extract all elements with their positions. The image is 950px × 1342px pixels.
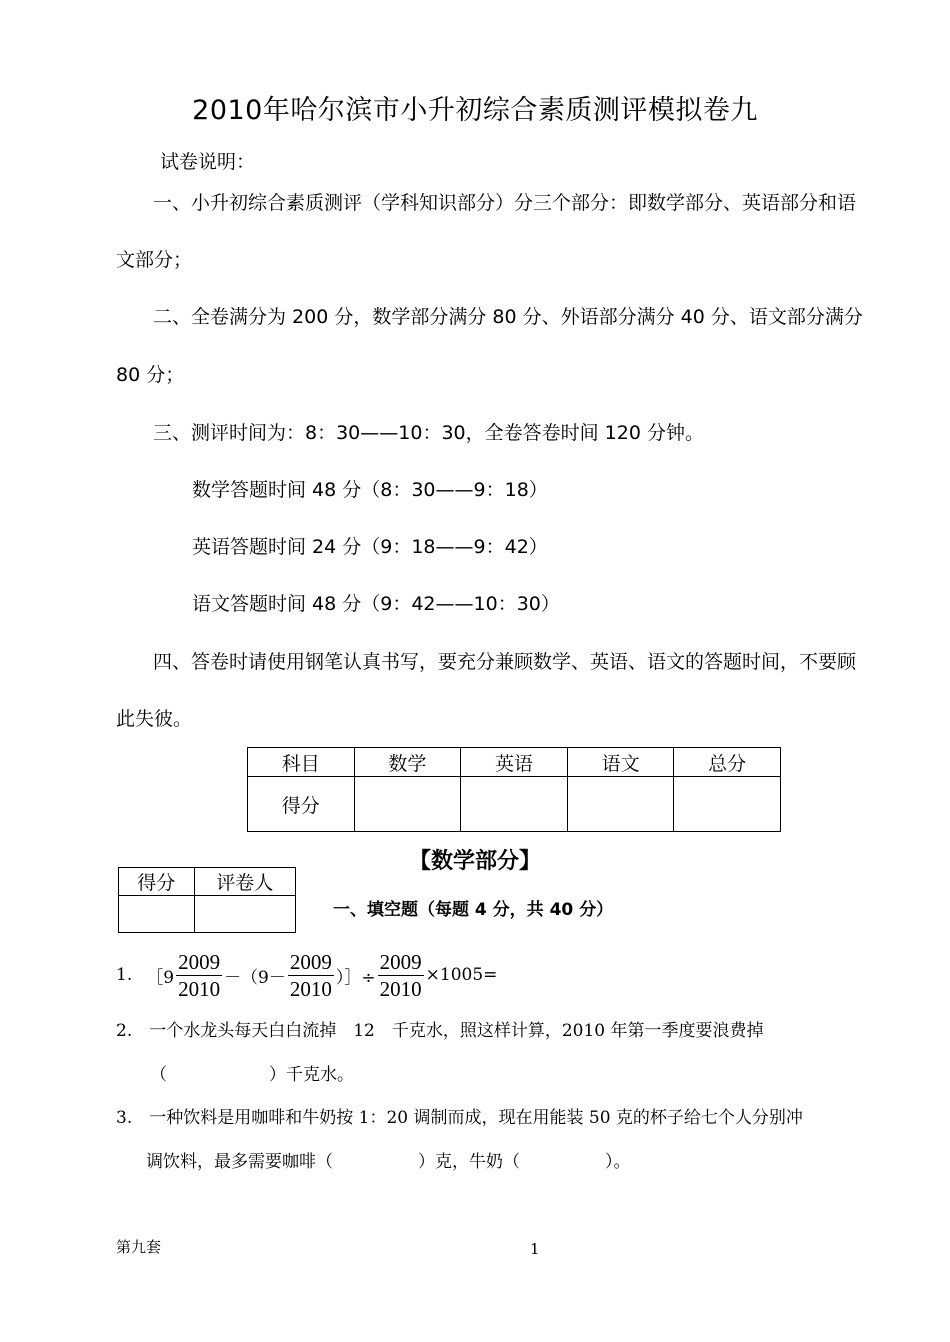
page-title: 2010年哈尔滨市小升初综合素质测评模拟卷九 <box>192 95 758 126</box>
footer-label: 第九套 <box>116 1238 162 1256</box>
q1-minus: －（9－ <box>224 967 286 988</box>
score-cell-chinese[interactable] <box>567 777 674 832</box>
instruction-2-line1: 二、全卷满分为 200 分，数学部分满分 80 分、外语部分满分 40 分、语文部分满分 <box>153 306 863 328</box>
question-1 <box>116 945 497 1005</box>
score-table-header: 科目 <box>248 748 355 777</box>
page-number: 1 <box>530 1240 540 1258</box>
score-table-header: 语文 <box>567 748 674 777</box>
instruction-3: 三、测评时间为：8：30——10：30，全卷答卷时间 120 分钟。 <box>153 422 704 444</box>
time-math: 数学答题时间 48 分（8：30——9：18） <box>192 479 548 501</box>
time-english: 英语答题时间 24 分（9：18——9：42） <box>192 536 548 558</box>
grader-score-cell[interactable] <box>119 896 195 933</box>
score-row-label: 得分 <box>248 777 355 832</box>
q1-fraction-2-denominator: 2010 <box>289 976 332 1001</box>
q1-close: ）］÷ <box>335 967 376 988</box>
part1-heading: 一、填空题（每题 4 分，共 40 分） <box>333 900 614 920</box>
q1-fraction-1-denominator: 2010 <box>178 976 221 1001</box>
grader-score-label: 得分 <box>119 868 195 896</box>
score-cell-english[interactable] <box>461 777 568 832</box>
q1-fraction-3 <box>378 949 424 1002</box>
score-table-header: 数学 <box>354 748 461 777</box>
q1-fraction-2-numerator: 2009 <box>289 949 332 974</box>
instruction-2-line2: 80 分； <box>116 364 185 386</box>
question-3-line1: 3. 一种饮料是用咖啡和牛奶按 1：20 调制而成，现在用能装 50 克的杯子给七个人分别冲 <box>116 1108 803 1128</box>
question-3-line2: 调饮料，最多需要咖啡（ ）克，牛奶（ ）。 <box>146 1152 631 1172</box>
q1-fraction-3-numerator: 2009 <box>379 949 422 974</box>
q1-fraction-3-denominator: 2010 <box>379 976 422 1001</box>
q1-fraction-1-numerator: 2009 <box>178 949 221 974</box>
score-cell-total[interactable] <box>674 777 781 832</box>
instruction-4-line1: 四、答卷时请使用钢笔认真书写，要充分兼顾数学、英语、语文的答题时间，不要顾 <box>153 651 857 673</box>
instruction-4-line2: 此失彼。 <box>116 708 193 730</box>
instruction-1-line2: 文部分； <box>116 249 193 271</box>
q1-fraction-1 <box>176 949 222 1002</box>
math-section-heading: 【数学部分】 <box>408 849 541 874</box>
time-chinese: 语文答题时间 48 分（9：42——10：30） <box>192 593 560 615</box>
score-table-header: 总分 <box>674 748 781 777</box>
grader-name-cell[interactable] <box>194 896 295 933</box>
q1-fraction-2 <box>288 949 334 1002</box>
question-2-line1: 2. 一个水龙头每天白白流掉 12 千克水，照这样计算，2010 年第一季度要浪费掉 <box>116 1021 764 1041</box>
instruction-1-line1: 一、小升初综合素质测评（学科知识部分）分三个部分：即数学部分、英语部分和语 <box>153 192 857 214</box>
q1-open: ［9 <box>146 967 175 988</box>
q1-number: 1. <box>116 965 133 985</box>
grader-name-label: 评卷人 <box>194 868 295 896</box>
score-table <box>247 747 781 832</box>
grader-table <box>118 867 296 933</box>
question-2-line2: （ ）千克水。 <box>150 1065 354 1085</box>
q1-tail: ×1005= <box>425 965 498 985</box>
score-cell-math[interactable] <box>354 777 461 832</box>
score-table-header: 英语 <box>461 748 568 777</box>
instructions-heading: 试卷说明： <box>160 151 256 173</box>
